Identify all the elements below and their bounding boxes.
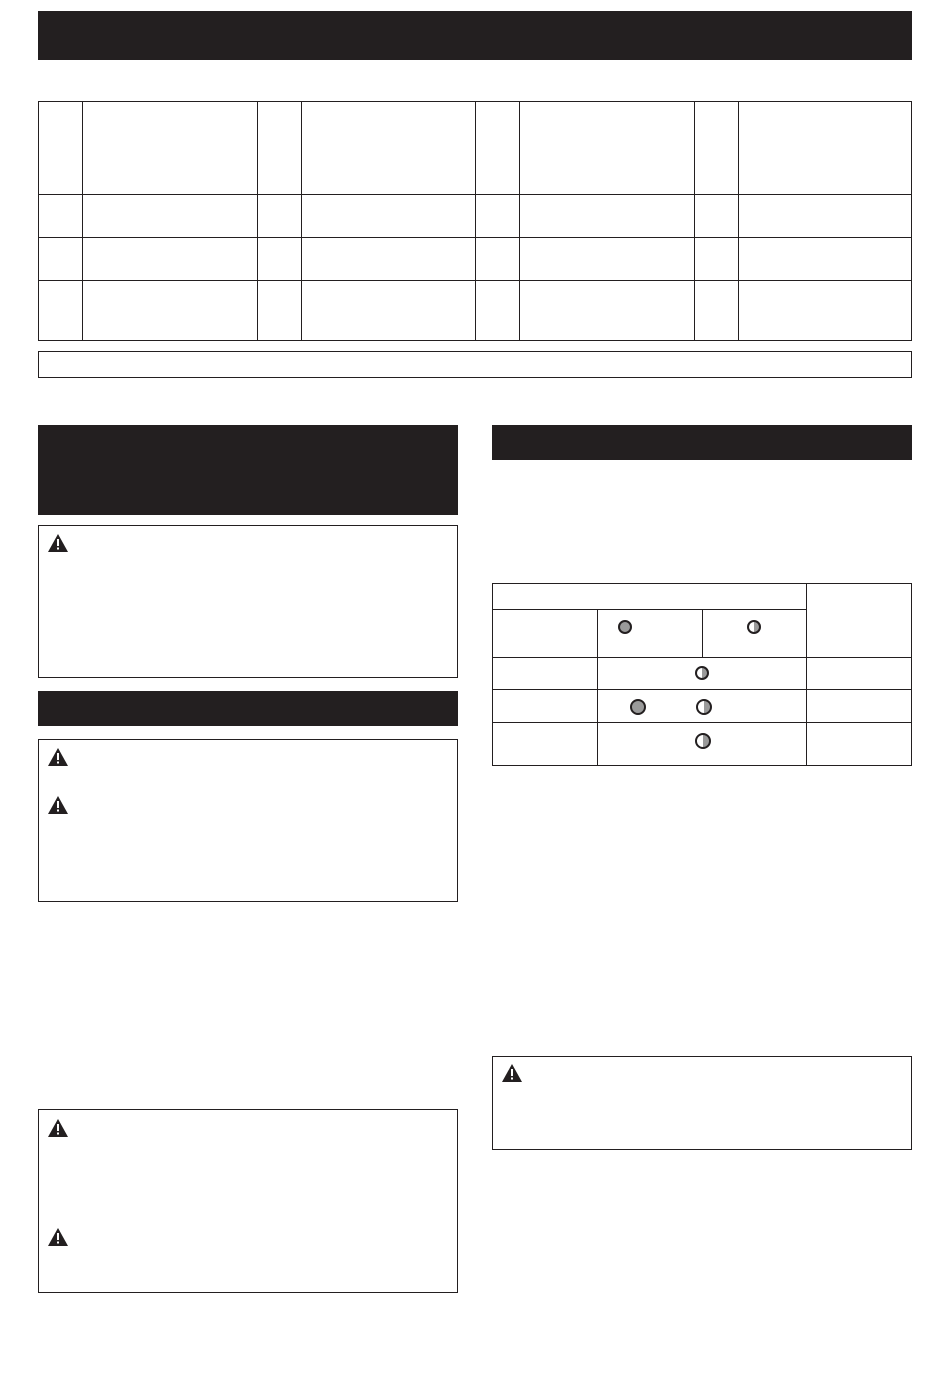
indicator-table-cell <box>597 657 807 690</box>
parts-table-cell <box>82 237 258 281</box>
parts-table-cell <box>82 101 258 195</box>
warning-triangle-icon <box>48 748 68 766</box>
indicator-table-cell <box>806 722 912 766</box>
warning-triangle-icon <box>48 796 68 814</box>
lamp-blinking-icon <box>747 620 761 634</box>
right-section-heading <box>492 425 912 460</box>
top-header-bar <box>38 11 912 60</box>
parts-table-cell <box>82 280 258 341</box>
parts-table-note <box>38 351 912 378</box>
parts-table-cell <box>257 194 302 238</box>
indicator-table-cell <box>702 609 807 658</box>
parts-table-cell <box>694 237 739 281</box>
indicator-table-cell <box>492 722 598 766</box>
warning-box-2 <box>38 739 458 902</box>
parts-table-cell <box>257 101 302 195</box>
lamp-blinking-icon <box>695 733 711 749</box>
warning-triangle-icon <box>48 1119 68 1137</box>
warning-triangle-icon <box>48 534 68 552</box>
lamp-on-icon <box>618 620 632 634</box>
parts-table-cell <box>519 101 695 195</box>
parts-table-cell <box>738 280 912 341</box>
lamp-blinking-icon <box>695 666 709 680</box>
parts-table-cell <box>694 280 739 341</box>
parts-table-cell <box>738 101 912 195</box>
parts-table-cell <box>301 280 476 341</box>
warning-box-1 <box>38 525 458 678</box>
parts-table-cell <box>38 101 83 195</box>
parts-table-cell <box>738 194 912 238</box>
parts-table-cell <box>519 237 695 281</box>
left-section-heading-1 <box>38 425 458 515</box>
parts-table-cell <box>475 237 520 281</box>
parts-table-cell <box>738 237 912 281</box>
lamp-blinking-icon <box>696 699 712 715</box>
warning-box-3 <box>38 1109 458 1293</box>
indicator-table-header-right <box>806 583 912 658</box>
parts-table-cell <box>519 280 695 341</box>
parts-table-cell <box>82 194 258 238</box>
parts-table-cell <box>257 237 302 281</box>
parts-table-cell <box>38 194 83 238</box>
warning-triangle-icon <box>48 1228 68 1246</box>
lamp-on-icon <box>630 699 646 715</box>
parts-table-cell <box>257 280 302 341</box>
parts-table-cell <box>301 194 476 238</box>
warning-triangle-icon <box>502 1064 522 1082</box>
parts-table-cell <box>694 194 739 238</box>
indicator-table-cell <box>597 689 807 723</box>
parts-table-cell <box>519 194 695 238</box>
parts-table-cell <box>475 101 520 195</box>
indicator-table-cell <box>492 609 598 658</box>
indicator-table-cell <box>597 722 807 766</box>
parts-table <box>38 101 912 341</box>
indicator-table-cell <box>806 657 912 690</box>
parts-table-cell <box>694 101 739 195</box>
indicator-table-cell <box>492 689 598 723</box>
parts-table-cell <box>301 101 476 195</box>
warning-box-4 <box>492 1056 912 1150</box>
indicator-table <box>492 583 912 766</box>
parts-table-cell <box>301 237 476 281</box>
indicator-table-header-top <box>492 583 807 610</box>
parts-table-cell <box>475 194 520 238</box>
parts-table-cell <box>38 237 83 281</box>
parts-table-cell <box>475 280 520 341</box>
indicator-table-cell <box>492 657 598 690</box>
indicator-table-cell <box>597 609 703 658</box>
indicator-table-cell <box>806 689 912 723</box>
parts-table-cell <box>38 280 83 341</box>
left-section-heading-2 <box>38 691 458 726</box>
